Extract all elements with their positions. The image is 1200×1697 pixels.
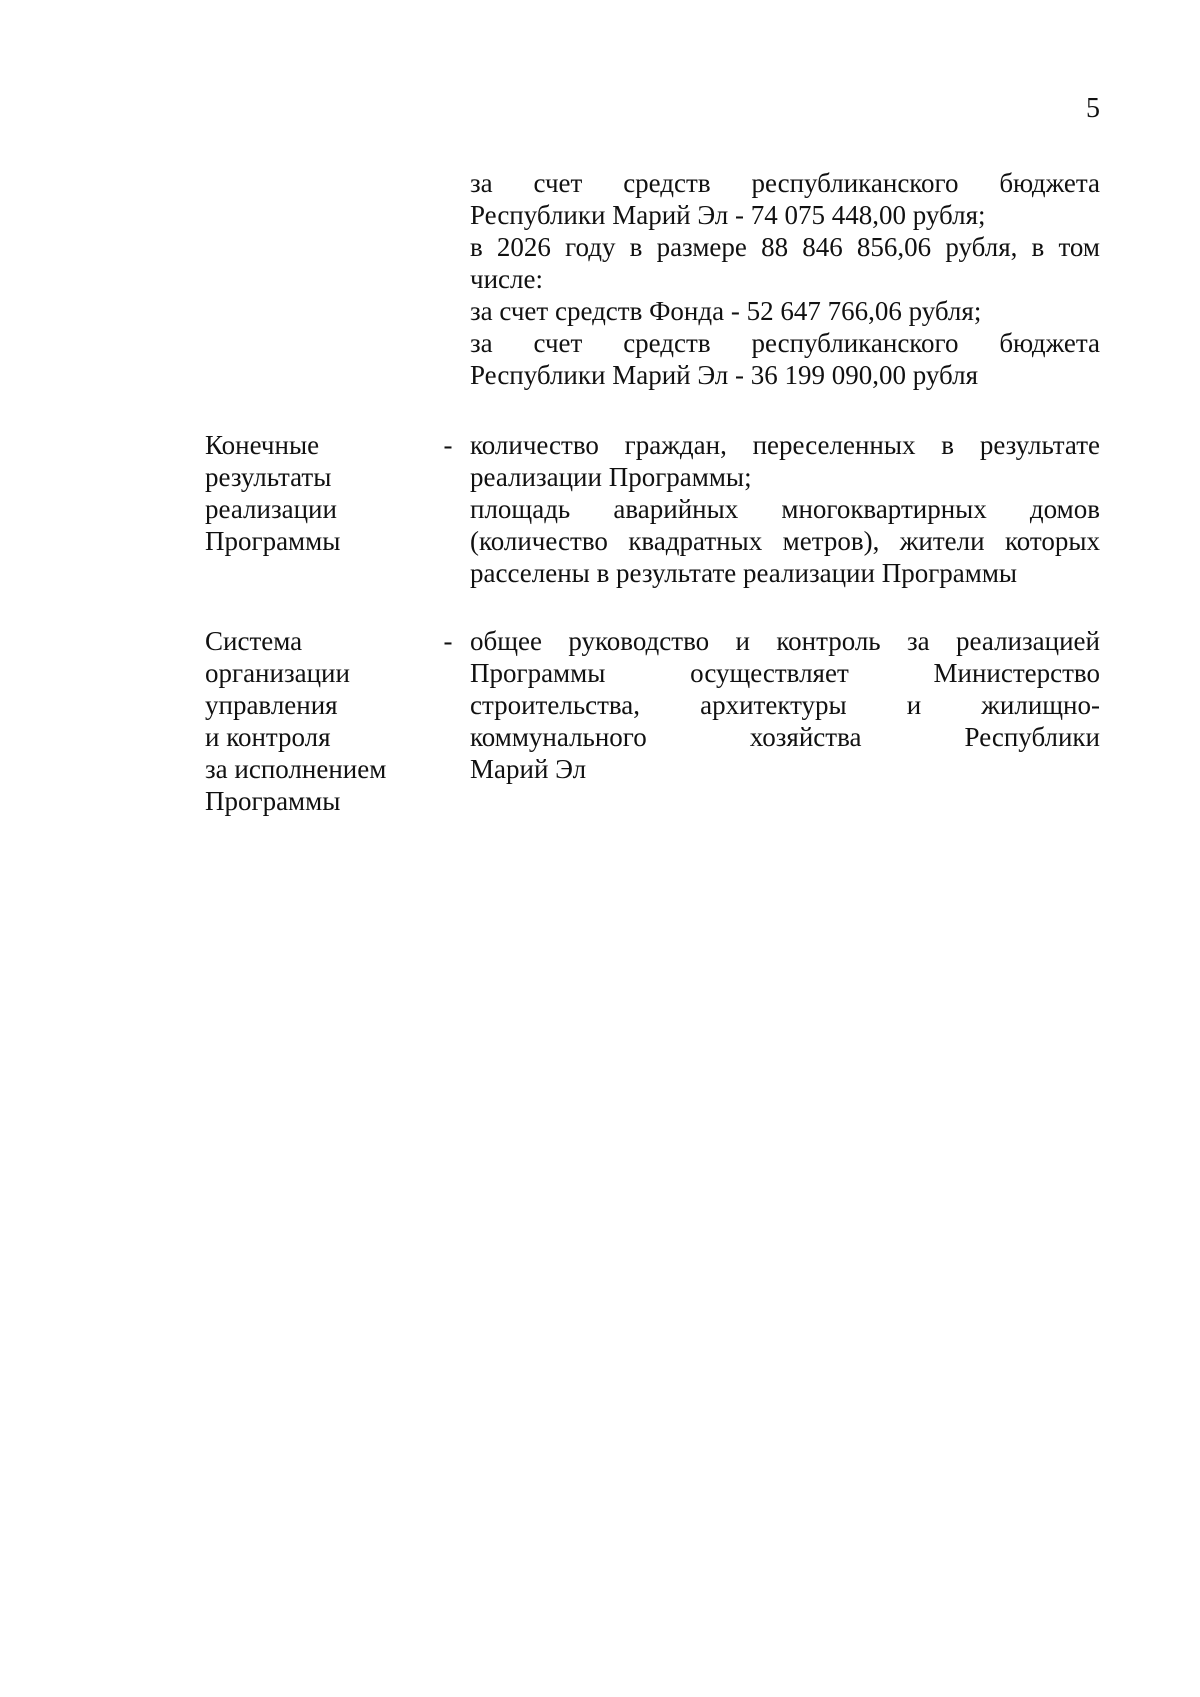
financing-line: за счет средств Фонда - 52 647 766,06 рубля;: [470, 296, 982, 326]
page-number: 5: [1086, 93, 1100, 124]
row-label: [205, 625, 435, 817]
row-value-line: площадь аварийных многоквартирных домов: [470, 494, 1100, 524]
row-dash: -: [443, 626, 453, 656]
row-value-line: количество граждан, переселенных в результате: [470, 430, 1100, 460]
financing-line: в 2026 году в размере 88 846 856,06 рубля, в том: [470, 232, 1100, 262]
row-dash: -: [443, 430, 453, 460]
financing-line: Республики Марий Эл - 74 075 448,00 рубля;: [470, 200, 986, 230]
row-label-line: Конечные: [205, 430, 320, 460]
row-value-line: коммунального хозяйства Республики: [470, 722, 1100, 752]
row-label-line: организации: [205, 658, 350, 688]
row-value-line: Программы осуществляет Министерство: [470, 658, 1100, 688]
row-value-line: общее руководство и контроль за реализацией: [470, 626, 1100, 656]
row-label-line: Система: [205, 626, 303, 656]
row-value-line: расселены в результате реализации Программы: [470, 558, 1018, 588]
financing-line: числе:: [470, 264, 543, 294]
row-value-line: реализации Программы;: [470, 462, 752, 492]
row-value-line: (количество квадратных метров), жители которых: [470, 526, 1100, 556]
row-label-line: за исполнением: [205, 754, 387, 784]
row-label-line: и контроля: [205, 722, 331, 752]
financing-line: Республики Марий Эл - 36 199 090,00 рубля: [470, 360, 979, 390]
row-label-line: Программы: [205, 786, 341, 816]
row-label-line: результаты: [205, 462, 332, 492]
row-value-line: строительства, архитектуры и жилищно-: [470, 690, 1100, 720]
row-value-line: Марий Эл: [470, 754, 587, 784]
financing-line: за счет средств республиканского бюджета: [470, 328, 1100, 358]
row-label-line: управления: [205, 690, 338, 720]
row-value: [470, 625, 1100, 785]
row-value: [470, 429, 1100, 589]
financing-line: за счет средств республиканского бюджета: [470, 168, 1100, 198]
financing-continuation: [470, 167, 1100, 391]
row-label: [205, 429, 435, 557]
row-label-line: реализации: [205, 494, 337, 524]
row-label-line: Программы: [205, 526, 341, 556]
